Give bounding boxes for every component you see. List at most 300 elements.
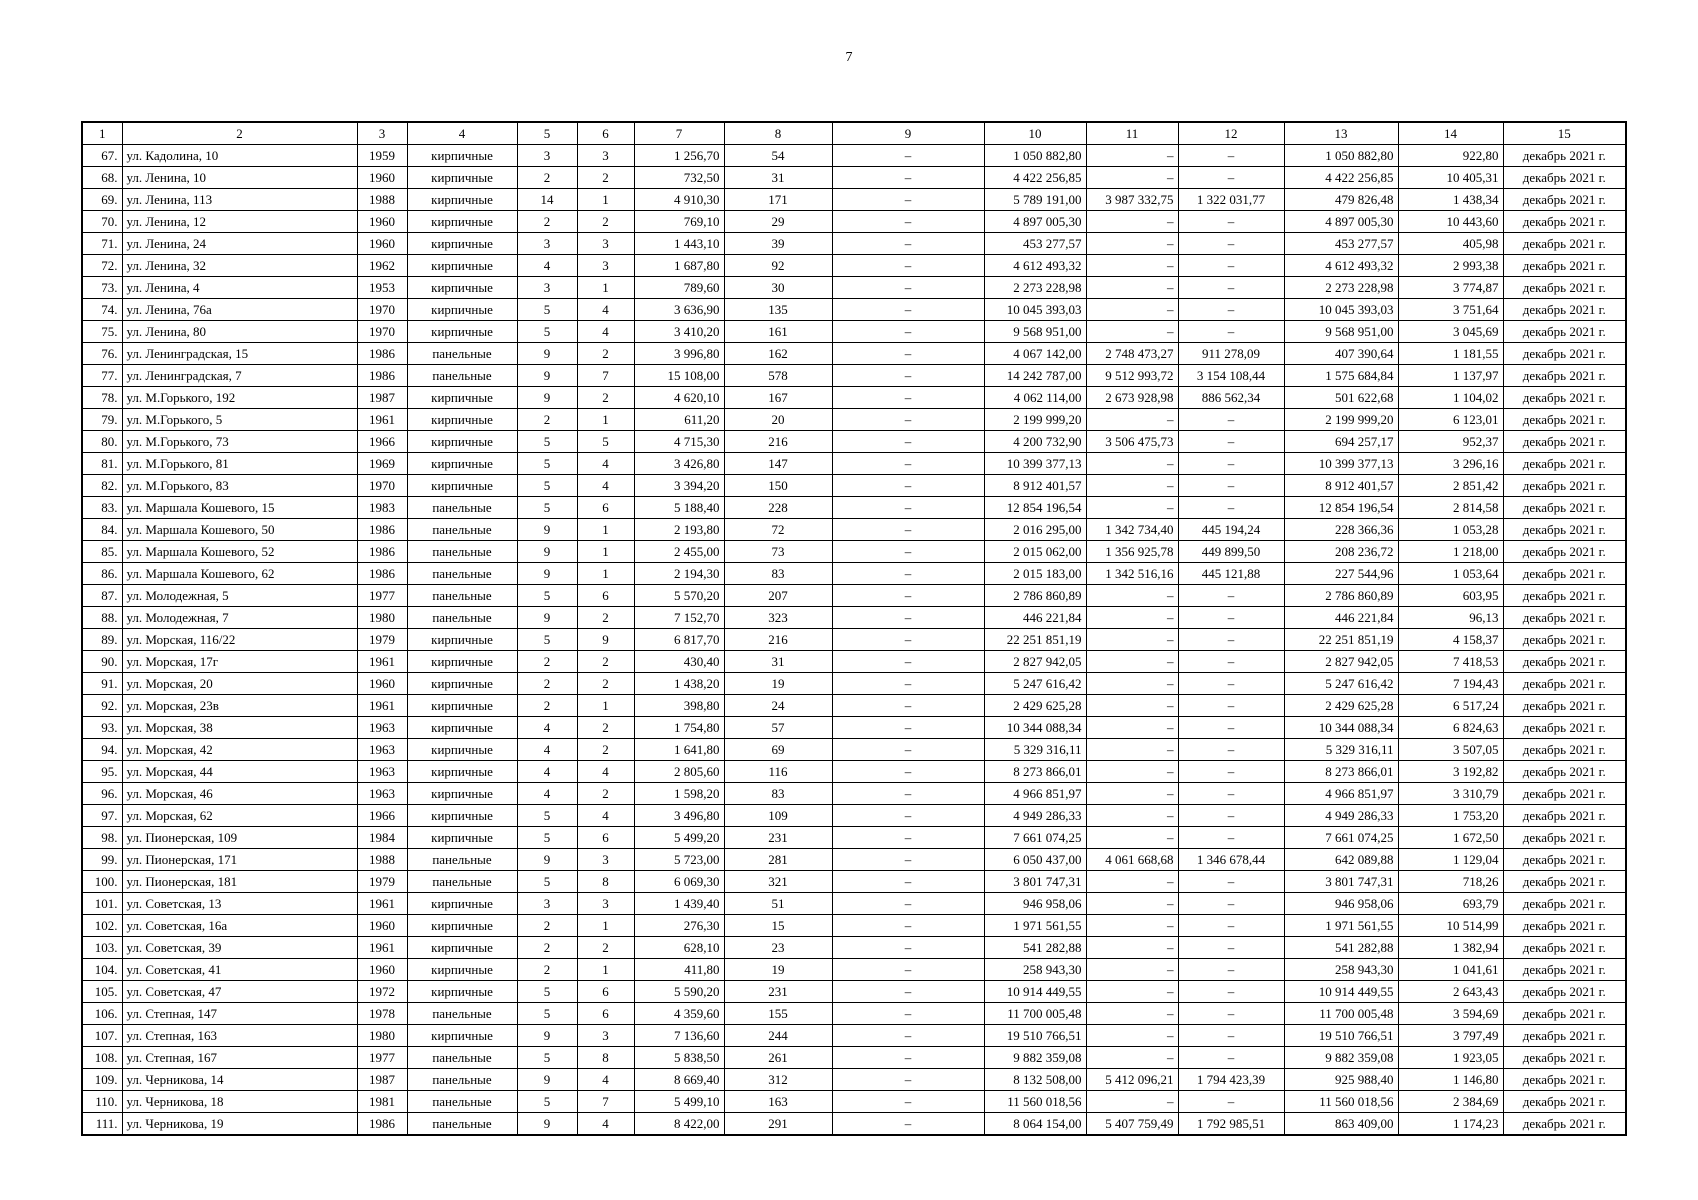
table-cell: 1 923,05 bbox=[1398, 1047, 1503, 1069]
table-cell: 8 273 866,01 bbox=[1284, 761, 1398, 783]
table-cell: ул. Пионерская, 171 bbox=[122, 849, 357, 871]
table-cell: 6 069,30 bbox=[634, 871, 724, 893]
table-cell: декабрь 2021 г. bbox=[1503, 893, 1626, 915]
table-cell: – bbox=[832, 959, 984, 981]
table-cell: 74. bbox=[82, 299, 122, 321]
table-cell: 952,37 bbox=[1398, 431, 1503, 453]
table-cell: 57 bbox=[724, 717, 832, 739]
column-header: 3 bbox=[357, 122, 407, 145]
table-cell: 72 bbox=[724, 519, 832, 541]
table-cell: 4 bbox=[577, 299, 634, 321]
table-cell: 4 bbox=[577, 1113, 634, 1136]
table-cell: 1969 bbox=[357, 453, 407, 475]
table-cell: декабрь 2021 г. bbox=[1503, 717, 1626, 739]
table-cell: 718,26 bbox=[1398, 871, 1503, 893]
table-cell: 244 bbox=[724, 1025, 832, 1047]
table-row bbox=[82, 739, 1626, 761]
page-number: 7 bbox=[845, 50, 853, 65]
table-cell: 9 bbox=[517, 1069, 577, 1091]
table-cell: 4 897 005,30 bbox=[984, 211, 1086, 233]
table-cell: 3 bbox=[517, 893, 577, 915]
table-cell: 7 bbox=[577, 365, 634, 387]
table-cell: – bbox=[1178, 805, 1284, 827]
table-cell: 9 bbox=[517, 541, 577, 563]
table-cell: 5 723,00 bbox=[634, 849, 724, 871]
table-cell: кирпичные bbox=[407, 827, 517, 849]
table-cell: 83 bbox=[724, 783, 832, 805]
table-cell: 5 bbox=[517, 1047, 577, 1069]
table-cell: 9 882 359,08 bbox=[1284, 1047, 1398, 1069]
table-cell: ул. Ленина, 10 bbox=[122, 167, 357, 189]
table-cell: – bbox=[1178, 673, 1284, 695]
table-cell: 102. bbox=[82, 915, 122, 937]
table-cell: – bbox=[1178, 233, 1284, 255]
table-cell: 22 251 851,19 bbox=[1284, 629, 1398, 651]
table-cell: 258 943,30 bbox=[984, 959, 1086, 981]
table-cell: 7 152,70 bbox=[634, 607, 724, 629]
table-cell: 228 366,36 bbox=[1284, 519, 1398, 541]
table-cell: 10 344 088,34 bbox=[1284, 717, 1398, 739]
table-cell: 4 bbox=[517, 255, 577, 277]
table-cell: – bbox=[1086, 673, 1178, 695]
table-cell: 171 bbox=[724, 189, 832, 211]
table-cell: 5 bbox=[517, 475, 577, 497]
table-cell: декабрь 2021 г. bbox=[1503, 805, 1626, 827]
table-cell: – bbox=[1178, 1003, 1284, 1025]
table-cell: 109 bbox=[724, 805, 832, 827]
table-cell: – bbox=[1178, 783, 1284, 805]
table-cell: 10 914 449,55 bbox=[984, 981, 1086, 1003]
table-cell: 1 641,80 bbox=[634, 739, 724, 761]
table-cell: ул. М.Горького, 192 bbox=[122, 387, 357, 409]
column-header: 9 bbox=[832, 122, 984, 145]
table-cell: 80. bbox=[82, 431, 122, 453]
table-cell: – bbox=[1178, 453, 1284, 475]
table-cell: 922,80 bbox=[1398, 145, 1503, 167]
table-cell: 4 bbox=[577, 805, 634, 827]
table-cell: 1970 bbox=[357, 321, 407, 343]
table-row bbox=[82, 585, 1626, 607]
table-row bbox=[82, 1069, 1626, 1091]
table-cell: панельные bbox=[407, 365, 517, 387]
table-cell: 1 bbox=[577, 189, 634, 211]
table-cell: 3 bbox=[517, 277, 577, 299]
table-cell: 2 bbox=[577, 211, 634, 233]
table-row bbox=[82, 915, 1626, 937]
table-cell: – bbox=[1178, 431, 1284, 453]
table-cell: 449 899,50 bbox=[1178, 541, 1284, 563]
table-cell: панельные bbox=[407, 849, 517, 871]
table-cell: 5 789 191,00 bbox=[984, 189, 1086, 211]
table-cell: 2 bbox=[577, 673, 634, 695]
table-cell: 1960 bbox=[357, 673, 407, 695]
table-cell: – bbox=[832, 387, 984, 409]
table-cell: 7 194,43 bbox=[1398, 673, 1503, 695]
table-cell: 3 154 108,44 bbox=[1178, 365, 1284, 387]
table-cell: декабрь 2021 г. bbox=[1503, 1047, 1626, 1069]
table-cell: 15 bbox=[724, 915, 832, 937]
table-cell: 863 409,00 bbox=[1284, 1113, 1398, 1136]
table-row bbox=[82, 299, 1626, 321]
table-cell: 2 bbox=[577, 651, 634, 673]
table-cell: – bbox=[1178, 1091, 1284, 1113]
table-cell: – bbox=[1178, 937, 1284, 959]
table-cell: 2 273 228,98 bbox=[1284, 277, 1398, 299]
table-cell: – bbox=[1086, 233, 1178, 255]
table-cell: 2 bbox=[517, 211, 577, 233]
table-cell: 1 438,20 bbox=[634, 673, 724, 695]
table-cell: ул. Ленина, 4 bbox=[122, 277, 357, 299]
table-cell: декабрь 2021 г. bbox=[1503, 431, 1626, 453]
table-cell: 10 045 393,03 bbox=[1284, 299, 1398, 321]
table-cell: декабрь 2021 г. bbox=[1503, 211, 1626, 233]
table-cell: 9 568 951,00 bbox=[1284, 321, 1398, 343]
table-cell: 398,80 bbox=[634, 695, 724, 717]
table-cell: 3 045,69 bbox=[1398, 321, 1503, 343]
table-cell: 231 bbox=[724, 827, 832, 849]
table-row bbox=[82, 1113, 1626, 1136]
table-cell: 3 801 747,31 bbox=[1284, 871, 1398, 893]
table-cell: 281 bbox=[724, 849, 832, 871]
table-cell: 11 560 018,56 bbox=[1284, 1091, 1398, 1113]
table-cell: 100. bbox=[82, 871, 122, 893]
table-cell: – bbox=[1086, 893, 1178, 915]
table-cell: 1 129,04 bbox=[1398, 849, 1503, 871]
table-row bbox=[82, 277, 1626, 299]
table-cell: ул. М.Горького, 81 bbox=[122, 453, 357, 475]
table-cell: 5 bbox=[517, 299, 577, 321]
table-cell: кирпичные bbox=[407, 255, 517, 277]
table-cell: кирпичные bbox=[407, 145, 517, 167]
table-cell: 1986 bbox=[357, 365, 407, 387]
table-cell: 541 282,88 bbox=[1284, 937, 1398, 959]
table-cell: 261 bbox=[724, 1047, 832, 1069]
table-cell: ул. Маршала Кошевого, 15 bbox=[122, 497, 357, 519]
table-cell: 73. bbox=[82, 277, 122, 299]
table-cell: – bbox=[832, 431, 984, 453]
column-header: 1 bbox=[82, 122, 122, 145]
table-row bbox=[82, 827, 1626, 849]
table-cell: 1 174,23 bbox=[1398, 1113, 1503, 1136]
table-cell: 2 993,38 bbox=[1398, 255, 1503, 277]
table-row bbox=[82, 541, 1626, 563]
table-cell: 405,98 bbox=[1398, 233, 1503, 255]
table-cell: 30 bbox=[724, 277, 832, 299]
table-cell: декабрь 2021 г. bbox=[1503, 519, 1626, 541]
table-cell: ул. Морская, 46 bbox=[122, 783, 357, 805]
table-cell: – bbox=[1086, 915, 1178, 937]
table-cell: – bbox=[1178, 629, 1284, 651]
table-cell: 4 966 851,97 bbox=[1284, 783, 1398, 805]
column-header: 11 bbox=[1086, 122, 1178, 145]
table-cell: – bbox=[1178, 211, 1284, 233]
table-cell: 1988 bbox=[357, 189, 407, 211]
table-cell: 207 bbox=[724, 585, 832, 607]
table-cell: 7 418,53 bbox=[1398, 651, 1503, 673]
table-cell: – bbox=[832, 563, 984, 585]
table-cell: 5 bbox=[517, 805, 577, 827]
table-cell: декабрь 2021 г. bbox=[1503, 607, 1626, 629]
table-cell: 1963 bbox=[357, 761, 407, 783]
table-cell: 2 429 625,28 bbox=[1284, 695, 1398, 717]
table-cell: 4 067 142,00 bbox=[984, 343, 1086, 365]
table-cell: ул. Степная, 167 bbox=[122, 1047, 357, 1069]
table-cell: ул. Ленина, 80 bbox=[122, 321, 357, 343]
table-cell: 69 bbox=[724, 739, 832, 761]
table-cell: 109. bbox=[82, 1069, 122, 1091]
table-cell: 2 193,80 bbox=[634, 519, 724, 541]
table-cell: декабрь 2021 г. bbox=[1503, 937, 1626, 959]
table-cell: кирпичные bbox=[407, 321, 517, 343]
table-cell: 3 bbox=[577, 233, 634, 255]
table-cell: 231 bbox=[724, 981, 832, 1003]
table-cell: ул. Степная, 147 bbox=[122, 1003, 357, 1025]
table-cell: 4 bbox=[517, 783, 577, 805]
table-row bbox=[82, 519, 1626, 541]
table-cell: 1970 bbox=[357, 475, 407, 497]
table-cell: 85. bbox=[82, 541, 122, 563]
table-cell: 1 443,10 bbox=[634, 233, 724, 255]
table-cell: 1 041,61 bbox=[1398, 959, 1503, 981]
table-cell: кирпичные bbox=[407, 915, 517, 937]
table-cell: декабрь 2021 г. bbox=[1503, 651, 1626, 673]
table-cell: ул. Советская, 39 bbox=[122, 937, 357, 959]
table-cell: – bbox=[832, 607, 984, 629]
table-cell: 1 342 734,40 bbox=[1086, 519, 1178, 541]
table-cell: 5 247 616,42 bbox=[1284, 673, 1398, 695]
table-cell: 1986 bbox=[357, 519, 407, 541]
table-cell: кирпичные bbox=[407, 717, 517, 739]
table-cell: ул. Морская, 17г bbox=[122, 651, 357, 673]
table-cell: 3 bbox=[577, 849, 634, 871]
table-row bbox=[82, 959, 1626, 981]
table-row bbox=[82, 651, 1626, 673]
table-cell: панельные bbox=[407, 1003, 517, 1025]
table-cell: 68. bbox=[82, 167, 122, 189]
table-cell: 1 146,80 bbox=[1398, 1069, 1503, 1091]
column-header: 13 bbox=[1284, 122, 1398, 145]
table-cell: 20 bbox=[724, 409, 832, 431]
table-cell: 3 496,80 bbox=[634, 805, 724, 827]
table-cell: ул. Пионерская, 181 bbox=[122, 871, 357, 893]
table-cell: декабрь 2021 г. bbox=[1503, 871, 1626, 893]
table-row bbox=[82, 167, 1626, 189]
table-cell: 6 123,01 bbox=[1398, 409, 1503, 431]
table-cell: 1 053,64 bbox=[1398, 563, 1503, 585]
table-cell: – bbox=[1086, 211, 1178, 233]
table-cell: – bbox=[1178, 651, 1284, 673]
table-cell: – bbox=[832, 1113, 984, 1136]
table-row bbox=[82, 387, 1626, 409]
table-cell: 9 bbox=[517, 563, 577, 585]
table-cell: – bbox=[1086, 1091, 1178, 1113]
table-row bbox=[82, 981, 1626, 1003]
column-header: 14 bbox=[1398, 122, 1503, 145]
table-cell: – bbox=[1178, 167, 1284, 189]
table-cell: 291 bbox=[724, 1113, 832, 1136]
table-cell: 96,13 bbox=[1398, 607, 1503, 629]
table-cell: 5 329 316,11 bbox=[1284, 739, 1398, 761]
table-cell: 51 bbox=[724, 893, 832, 915]
table-cell: 95. bbox=[82, 761, 122, 783]
table-cell: 2 bbox=[517, 167, 577, 189]
table-cell: 1 256,70 bbox=[634, 145, 724, 167]
table-cell: 8 064 154,00 bbox=[984, 1113, 1086, 1136]
table-cell: 1960 bbox=[357, 167, 407, 189]
table-cell: 5 407 759,49 bbox=[1086, 1113, 1178, 1136]
table-cell: 1961 bbox=[357, 409, 407, 431]
table-cell: декабрь 2021 г. bbox=[1503, 1003, 1626, 1025]
table-cell: 4 910,30 bbox=[634, 189, 724, 211]
table-cell: декабрь 2021 г. bbox=[1503, 673, 1626, 695]
table-cell: декабрь 2021 г. bbox=[1503, 695, 1626, 717]
table-cell: 479 826,48 bbox=[1284, 189, 1398, 211]
table-cell: 4 bbox=[517, 717, 577, 739]
table-cell: 97. bbox=[82, 805, 122, 827]
table-cell: 911 278,09 bbox=[1178, 343, 1284, 365]
table-cell: 86. bbox=[82, 563, 122, 585]
table-cell: декабрь 2021 г. bbox=[1503, 453, 1626, 475]
table-cell: 1 104,02 bbox=[1398, 387, 1503, 409]
table-cell: 3 987 332,75 bbox=[1086, 189, 1178, 211]
table-cell: 3 996,80 bbox=[634, 343, 724, 365]
table-cell: 94. bbox=[82, 739, 122, 761]
table-cell: 4 bbox=[577, 1069, 634, 1091]
table-cell: кирпичные bbox=[407, 409, 517, 431]
table-cell: 12 854 196,54 bbox=[1284, 497, 1398, 519]
table-cell: – bbox=[832, 497, 984, 519]
table-cell: 1970 bbox=[357, 299, 407, 321]
table-cell: 1960 bbox=[357, 915, 407, 937]
table-cell: – bbox=[1178, 497, 1284, 519]
table-cell: 2 814,58 bbox=[1398, 497, 1503, 519]
table-cell: 1962 bbox=[357, 255, 407, 277]
table-cell: 6 bbox=[577, 497, 634, 519]
table-cell: 1 687,80 bbox=[634, 255, 724, 277]
table-cell: 78. bbox=[82, 387, 122, 409]
table-cell: 1959 bbox=[357, 145, 407, 167]
table-cell: 3 bbox=[577, 145, 634, 167]
table-cell: 946 958,06 bbox=[984, 893, 1086, 915]
table-cell: – bbox=[832, 937, 984, 959]
table-cell: – bbox=[1086, 1025, 1178, 1047]
table-cell: 96. bbox=[82, 783, 122, 805]
table-cell: 611,20 bbox=[634, 409, 724, 431]
table-cell: 228 bbox=[724, 497, 832, 519]
table-cell: ул. Ленина, 76а bbox=[122, 299, 357, 321]
table-cell: – bbox=[1086, 607, 1178, 629]
table-cell: – bbox=[1178, 321, 1284, 343]
table-cell: декабрь 2021 г. bbox=[1503, 321, 1626, 343]
table-cell: 7 136,60 bbox=[634, 1025, 724, 1047]
table-cell: ул. М.Горького, 83 bbox=[122, 475, 357, 497]
table-cell: 312 bbox=[724, 1069, 832, 1091]
table-row bbox=[82, 211, 1626, 233]
table-cell: ул. Советская, 47 bbox=[122, 981, 357, 1003]
table-cell: 642 089,88 bbox=[1284, 849, 1398, 871]
table-cell: 24 bbox=[724, 695, 832, 717]
table-cell: ул. Морская, 44 bbox=[122, 761, 357, 783]
table-header bbox=[82, 122, 1626, 145]
table-cell: 1966 bbox=[357, 431, 407, 453]
table-cell: – bbox=[1086, 937, 1178, 959]
table-cell: декабрь 2021 г. bbox=[1503, 1069, 1626, 1091]
table-cell: – bbox=[1178, 871, 1284, 893]
table-cell: 446 221,84 bbox=[984, 607, 1086, 629]
table-cell: – bbox=[832, 673, 984, 695]
table-cell: 3 296,16 bbox=[1398, 453, 1503, 475]
table-row bbox=[82, 695, 1626, 717]
table-cell: – bbox=[832, 1069, 984, 1091]
table-cell: 2 bbox=[517, 409, 577, 431]
table-cell: 3 507,05 bbox=[1398, 739, 1503, 761]
table-row bbox=[82, 497, 1626, 519]
table-cell: кирпичные bbox=[407, 805, 517, 827]
table-cell: декабрь 2021 г. bbox=[1503, 1025, 1626, 1047]
table-cell: ул. Маршала Кошевого, 50 bbox=[122, 519, 357, 541]
table-cell: панельные bbox=[407, 607, 517, 629]
table-cell: – bbox=[1178, 409, 1284, 431]
table-cell: 1 439,40 bbox=[634, 893, 724, 915]
table-cell: 11 700 005,48 bbox=[1284, 1003, 1398, 1025]
table-cell: 4 bbox=[577, 761, 634, 783]
table-cell: 81. bbox=[82, 453, 122, 475]
table-cell: 4 422 256,85 bbox=[1284, 167, 1398, 189]
table-cell: кирпичные bbox=[407, 431, 517, 453]
table-cell: 19 510 766,51 bbox=[984, 1025, 1086, 1047]
table-cell: – bbox=[832, 365, 984, 387]
table-cell: 2 827 942,05 bbox=[984, 651, 1086, 673]
table-cell: – bbox=[832, 211, 984, 233]
column-header: 2 bbox=[122, 122, 357, 145]
table-cell: 93. bbox=[82, 717, 122, 739]
table-cell: ул. Морская, 42 bbox=[122, 739, 357, 761]
table-cell: – bbox=[832, 453, 984, 475]
table-cell: кирпичные bbox=[407, 937, 517, 959]
table-cell: 3 426,80 bbox=[634, 453, 724, 475]
table-cell: 2 015 062,00 bbox=[984, 541, 1086, 563]
table-cell: 1 971 561,55 bbox=[1284, 915, 1398, 937]
table-cell: – bbox=[1086, 1003, 1178, 1025]
table-cell: декабрь 2021 г. bbox=[1503, 739, 1626, 761]
table-cell: декабрь 2021 г. bbox=[1503, 409, 1626, 431]
table-cell: кирпичные bbox=[407, 893, 517, 915]
table-row bbox=[82, 673, 1626, 695]
table-cell: панельные bbox=[407, 1113, 517, 1136]
column-header: 15 bbox=[1503, 122, 1626, 145]
table-cell: – bbox=[832, 585, 984, 607]
table-cell: – bbox=[1178, 739, 1284, 761]
table-cell: 116 bbox=[724, 761, 832, 783]
table-cell: 10 443,60 bbox=[1398, 211, 1503, 233]
table-cell: 453 277,57 bbox=[984, 233, 1086, 255]
table-cell: 1961 bbox=[357, 695, 407, 717]
table-cell: 769,10 bbox=[634, 211, 724, 233]
table-cell: – bbox=[1086, 585, 1178, 607]
table-cell: 2 805,60 bbox=[634, 761, 724, 783]
table-cell: 108. bbox=[82, 1047, 122, 1069]
table-cell: ул. Ленина, 113 bbox=[122, 189, 357, 211]
table-cell: 1987 bbox=[357, 387, 407, 409]
table-cell: 150 bbox=[724, 475, 832, 497]
table-cell: 5 499,10 bbox=[634, 1091, 724, 1113]
table-row bbox=[82, 893, 1626, 915]
table-cell: – bbox=[832, 541, 984, 563]
table-body bbox=[82, 145, 1626, 1136]
table-cell: кирпичные bbox=[407, 959, 517, 981]
table-cell: декабрь 2021 г. bbox=[1503, 783, 1626, 805]
table-cell: 2 384,69 bbox=[1398, 1091, 1503, 1113]
